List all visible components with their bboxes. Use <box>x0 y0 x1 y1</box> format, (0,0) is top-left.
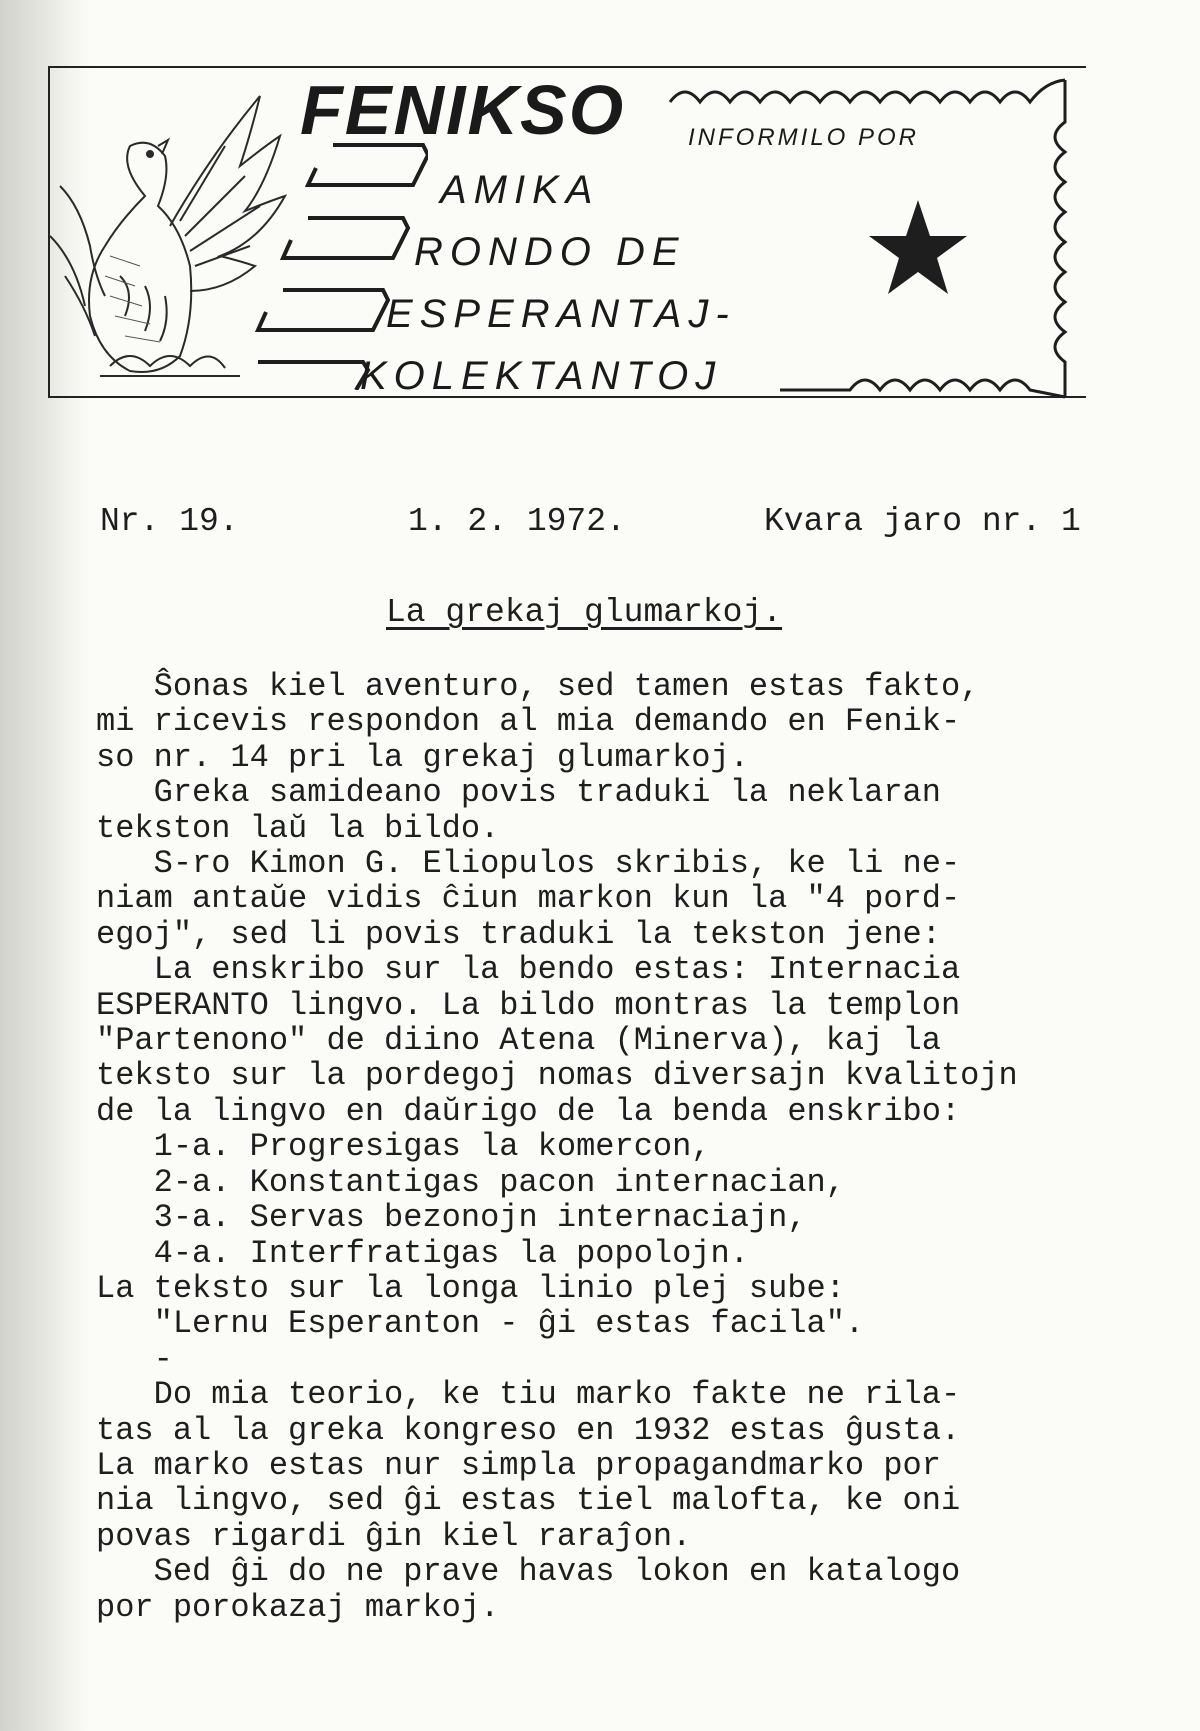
article-line: 3-a. Servas bezonojn internaciajn, <box>96 1199 807 1237</box>
article-line: Sed ĝi do ne prave havas lokon en katalogo <box>96 1553 961 1591</box>
article-line: La marko estas nur simpla propagandmarko por <box>96 1446 941 1484</box>
issue-info-line <box>100 503 1120 543</box>
org-line-2: RONDO DE <box>414 230 686 274</box>
masthead-title: FENIKSO <box>300 71 626 149</box>
article-line: teksto sur la pordegoj nomas diversajn kvalitojn <box>96 1057 1018 1095</box>
article-line: "Lernu Esperanton - ĝi estas facila". <box>96 1305 865 1343</box>
article-title: La grekaj glumarkoj. <box>386 594 783 631</box>
article-line: povas rigardi ĝin kiel raraĵon. <box>96 1517 692 1555</box>
article-line: Greka samideano povis traduki la neklaran <box>96 774 941 812</box>
article-line: 2-a. Konstantigas pacon internacian, <box>96 1163 845 1201</box>
article-line: 1-a. Progresigas la komercon, <box>96 1128 711 1166</box>
article-line: - <box>96 1340 173 1378</box>
article-line: La teksto sur la longa linio plej sube: <box>96 1269 845 1307</box>
article-line: tekston laŭ la bildo. <box>96 809 500 847</box>
article-line: nia lingvo, sed ĝi estas tiel malofta, ke oni <box>96 1482 961 1520</box>
article-line: Do mia teorio, ke tiu marko fakte ne rila- <box>96 1376 961 1414</box>
issue-number: Nr. 19. <box>100 503 239 540</box>
article-line: mi ricevis respondon al mia demando en Fenik- <box>96 703 961 741</box>
article-line: 4-a. Interfratigas la popolojn. <box>96 1234 749 1272</box>
article-line: ESPERANTO lingvo. La bildo montras la templon <box>96 986 961 1024</box>
stepped-bracket-graphic <box>238 140 428 390</box>
article-line: niam antaŭe vidis ĉiun markon kun la "4 pord- <box>96 880 961 918</box>
stamp-border-graphic <box>640 72 1090 402</box>
article-body <box>96 669 1126 1625</box>
article-line: S-ro Kimon G. Eliopulos skribis, ke li ne- <box>96 845 961 883</box>
article-line: La enskribo sur la bendo estas: Internacia <box>96 951 961 989</box>
org-line-1: AMIKA <box>440 168 600 212</box>
issue-year: Kvara jaro nr. 1 <box>764 503 1081 540</box>
star-icon <box>868 198 968 298</box>
article-line: egoj", sed li povis traduki la tekston jene: <box>96 915 941 953</box>
article-line: tas al la greka kongreso en 1932 estas ĝusta. <box>96 1411 961 1449</box>
issue-date: 1. 2. 1972. <box>408 503 626 540</box>
org-line-3: ESPERANTAJ- <box>386 292 736 336</box>
article-line: so nr. 14 pri la grekaj glumarkoj. <box>96 738 749 776</box>
article-line: de la lingvo en daŭrigo de la benda enskribo: <box>96 1092 961 1130</box>
article-line: Ŝonas kiel aventuro, sed tamen estas fakto, <box>96 668 980 705</box>
org-line-4: KOLEKTANTOJ <box>360 354 723 398</box>
masthead-subtitle: INFORMILO POR <box>688 124 920 151</box>
article-line: por porokazaj markoj. <box>96 1588 500 1626</box>
article-line: "Partenono" de diino Atena (Minerva), kaj la <box>96 1022 941 1060</box>
